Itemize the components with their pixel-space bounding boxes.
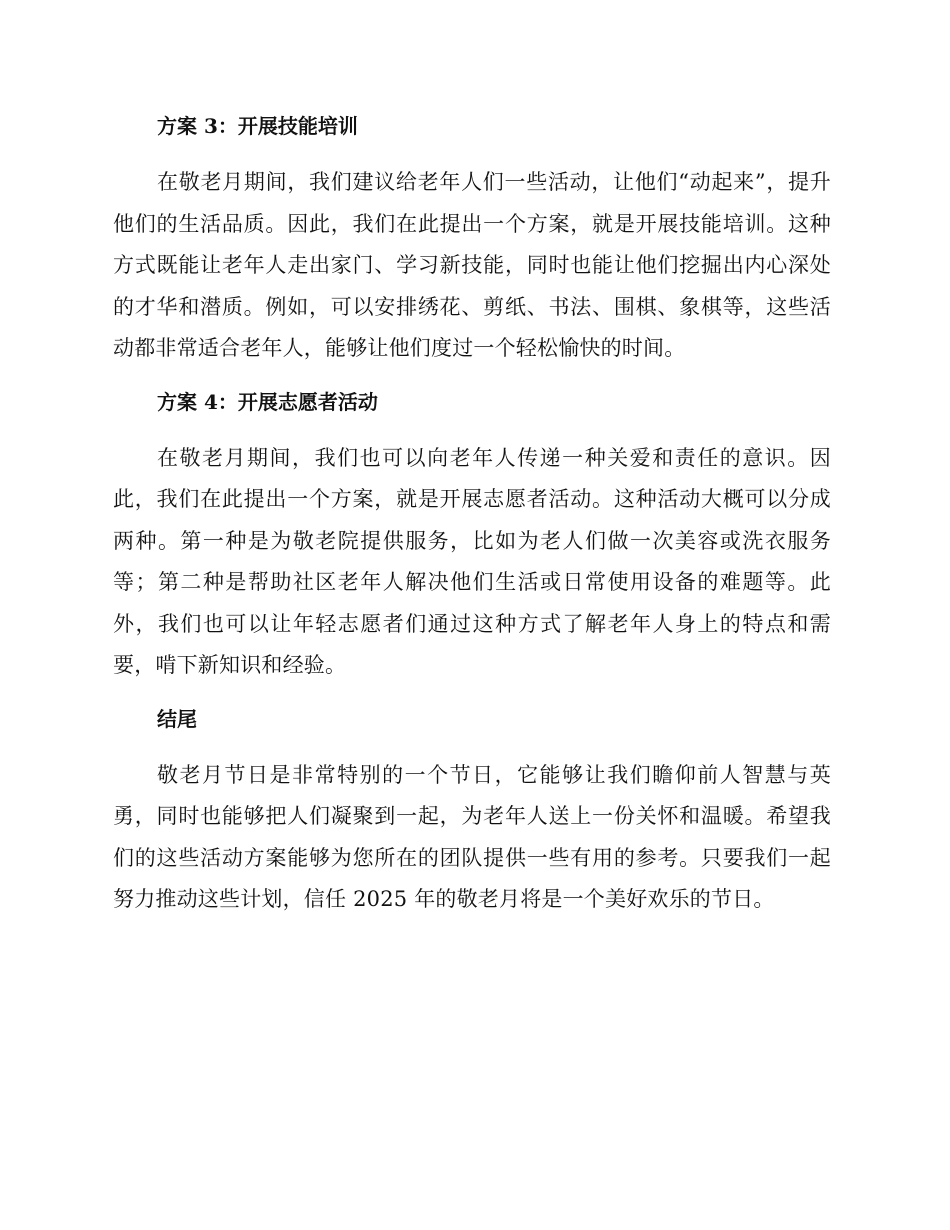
section-paragraph-plan-3: 在敬老月期间，我们建议给老年人们一些活动，让他们“动起来”，提升他们的生活品质。因此，我们在此提出一个方案，就是开展技能培训。这种方式既能让老年人走出家门、学习新技能，同时也能让他们挖掘出内心深处的才华和潜质。例如，可以安排绣花、剪纸、书法、围棋、象棋等，这些活动都非常适合老年人，能够让他们度过一个轻松愉快的时间。 bbox=[113, 170, 831, 360]
section-paragraph-conclusion: 敬老月节日是非常特别的一个节日，它能够让我们瞻仰前人智慧与英勇，同时也能够把人们凝聚到一起，为老年人送上一份关怀和温暖。希望我们的这些活动方案能够为您所在的团队提供一些有用的参考。只要我们一起努力推动这些计划，信任 2025 年的敬老月将是一个美好欢乐的节日。 bbox=[113, 762, 831, 911]
section-heading-plan-3: 方案 3：开展技能培训 bbox=[157, 114, 358, 138]
section-heading-plan-4: 方案 4：开展志愿者活动 bbox=[157, 389, 378, 414]
section-heading-conclusion: 结尾 bbox=[157, 706, 197, 731]
document-body bbox=[113, 106, 831, 921]
section-paragraph-plan-4: 在敬老月期间，我们也可以向老年人传递一种关爱和责任的意识。因此，我们在此提出一个方案，就是开展志愿者活动。这种活动大概可以分成两种。第一种是为敬老院提供服务，比如为老人们做一次美容或洗衣服务等；第二种是帮助社区老年人解决他们生活或日常使用设备的难题等。此外，我们也可以让年轻志愿者们通过这种方式了解老年人身上的特点和需要，啃下新知识和经验。 bbox=[113, 445, 831, 677]
